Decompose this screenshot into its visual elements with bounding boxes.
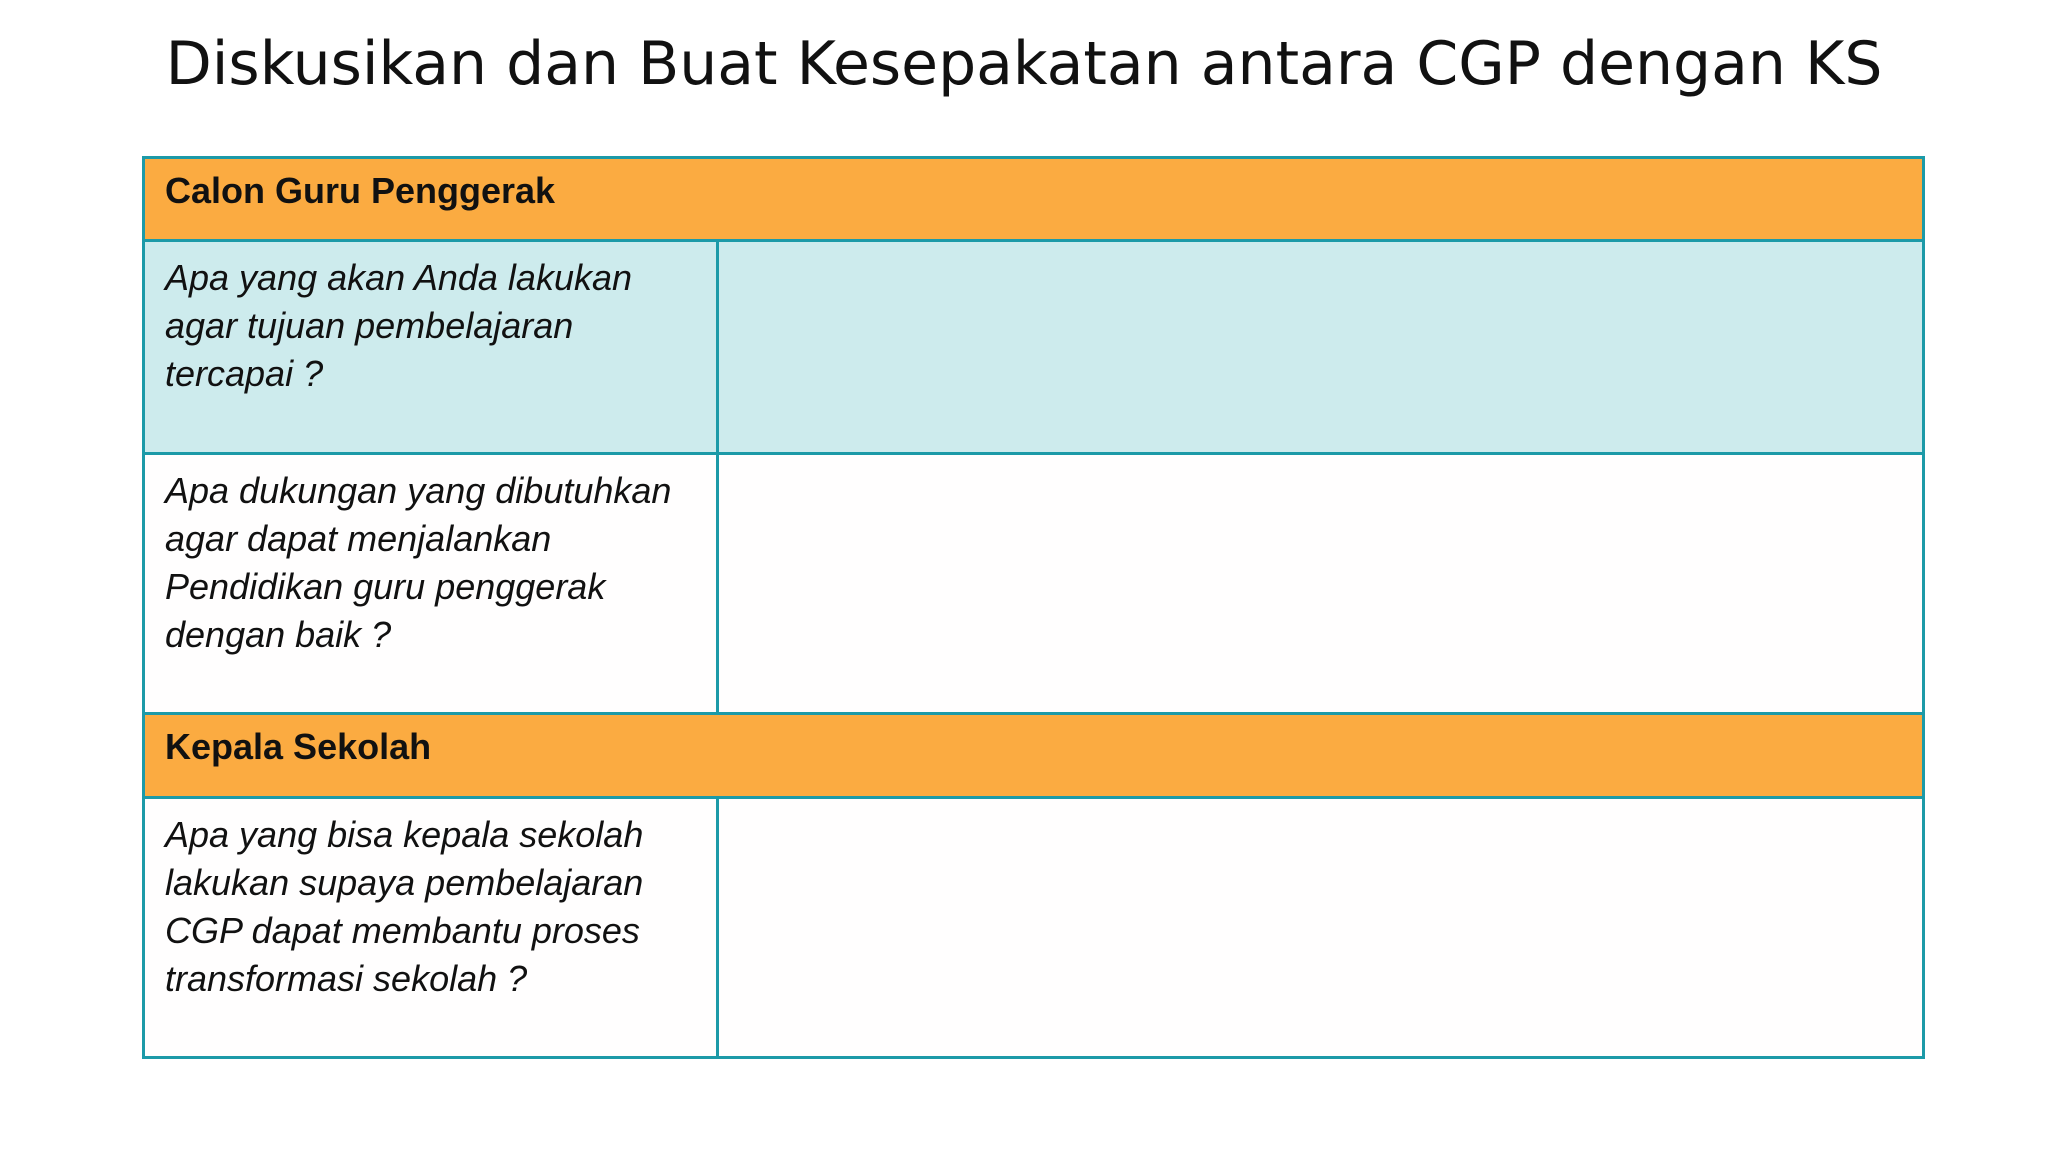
answer-cell[interactable]	[718, 798, 1924, 1058]
answer-cell[interactable]	[718, 454, 1924, 714]
section-header-label: Calon Guru Penggerak	[144, 158, 1924, 241]
slide-title: Diskusikan dan Buat Kesepakatan antara CGP dengan KS	[165, 29, 1883, 99]
section-header-cgp	[144, 158, 1924, 241]
answer-cell[interactable]	[718, 241, 1924, 454]
question-cell: Apa dukungan yang dibutuhkan agar dapat menjalankan Pendidikan guru penggerak dengan baik ?	[144, 454, 718, 714]
question-cell: Apa yang bisa kepala sekolah lakukan supaya pembelajaran CGP dapat membantu proses transformasi sekolah ?	[144, 798, 718, 1058]
agreement-table	[142, 156, 1925, 1059]
table-row	[144, 454, 1924, 714]
table-row	[144, 241, 1924, 454]
section-header-ks	[144, 714, 1924, 798]
question-cell: Apa yang akan Anda lakukan agar tujuan pembelajaran tercapai ?	[144, 241, 718, 454]
section-header-label: Kepala Sekolah	[144, 714, 1924, 798]
table-row	[144, 798, 1924, 1058]
